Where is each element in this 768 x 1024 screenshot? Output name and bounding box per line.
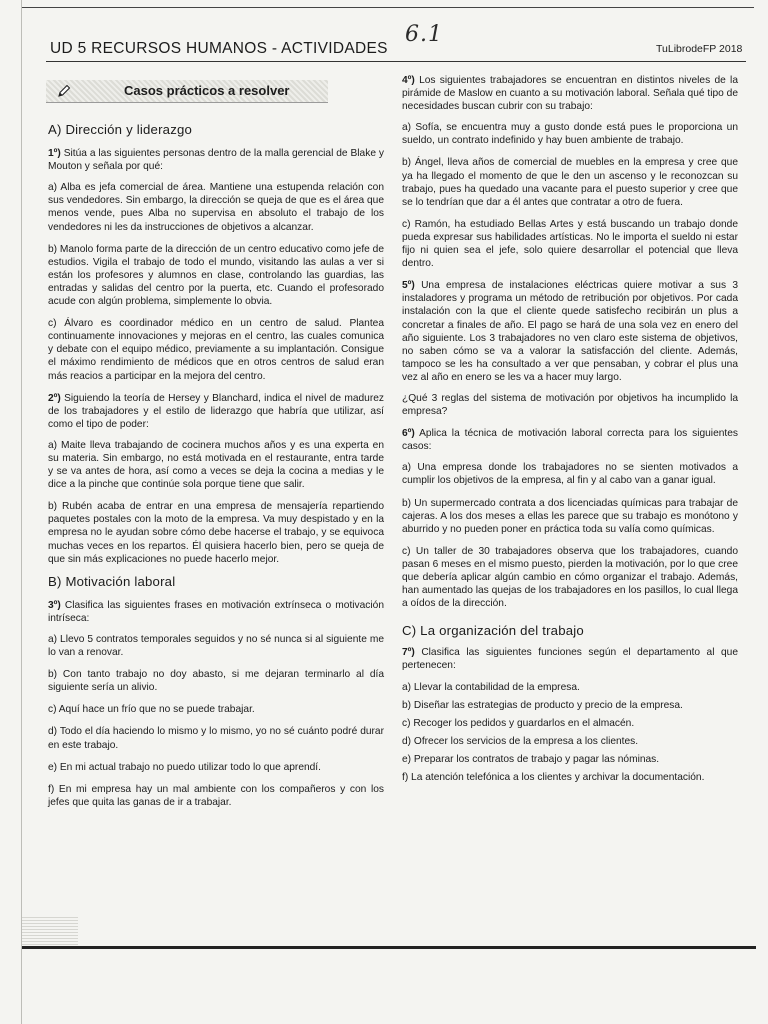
- question-7: [402, 646, 738, 672]
- question-text: Sitúa a las siguientes personas dentro de la malla gerencial de Blake y Mouton y señala por qué:: [48, 148, 384, 173]
- section-banner: [46, 80, 328, 103]
- question-text: Clasifica las siguientes funciones según el departamento al que pertenecen:: [402, 647, 738, 672]
- top-divider: [22, 7, 754, 8]
- question-2-item-b: b) Rubén acaba de entrar en una empresa de mensajería repartiendo paquetes postales con la moto de la empresa. Va muy despistado y en la empresa no le ayudan sobre cómo debe hacerse el trabajo, y se equivoca muchas veces en los repartos. Él quisiera hacerlo bien, pero se queja de que sin más explicaciones no puede hacerlo mejor.: [48, 501, 384, 565]
- question-text: Los siguientes trabajadores se encuentran en distintos niveles de la pirámide de Maslow en cuanto a su motivación laboral. Señala qué tipo de necesidades buscan cubrir con su trabajo:: [402, 75, 738, 113]
- scan-edge: [21, 0, 22, 1024]
- section-heading-a: A) Dirección y liderazgo: [48, 122, 193, 137]
- pencil-icon: [56, 83, 72, 102]
- question-5: [402, 279, 738, 384]
- question-text: Aplica la técnica de motivación laboral correcta para los siguientes casos:: [402, 428, 738, 453]
- question-1-item-a: a) Alba es jefa comercial de área. Mantiene una estupenda relación con sus vendedores. Sin embargo, la dirección se queja de que es el área que menos vende, pues Alba no supervisa en absoluto el trabajo de los vendedores ni les da instrucciones de objetivos a alcanzar.: [48, 182, 384, 233]
- question-number: 2º): [48, 392, 61, 404]
- question-6-item-a: a) Una empresa donde los trabajadores no se sienten motivados a cumplir los objetivos de la empresa, al fin y al cabo van a ganar igual.: [402, 462, 738, 487]
- question-text: Siguiendo la teoría de Hersey y Blanchard, indica el nivel de madurez de los trabajadores y el estilo de liderazgo que habría que utilizar, así como el tipo de poder:: [48, 392, 384, 430]
- left-column: [48, 120, 384, 818]
- question-number: 3º): [48, 599, 61, 611]
- question-1: [48, 147, 384, 173]
- question-7-item-f: f) La atención telefónica a los clientes y archivar la documentación.: [402, 772, 705, 784]
- question-4-item-a: a) Sofía, se encuentra muy a gusto donde está pues le proporciona un sueldo, un contrato indefinido y hay buen ambiente de trabajo.: [402, 122, 738, 147]
- question-3-item-f: f) En mi empresa hay un mal ambiente con los compañeros y con los jefes que quita las ganas de ir a trabajar.: [48, 783, 384, 808]
- question-3-item-d: d) Todo el día haciendo lo mismo y lo mismo, yo no sé cuánto podré durar en este trabajo.: [48, 726, 384, 751]
- question-7-item-c: c) Recoger los pedidos y guardarlos en el almacén.: [402, 717, 635, 729]
- question-number: 6º): [402, 428, 415, 440]
- question-3-item-a: a) Llevo 5 contratos temporales seguidos y no sé nunca si al siguiente me lo van a renovar.: [48, 634, 384, 659]
- section-heading-b: B) Motivación laboral: [48, 573, 176, 589]
- question-text: Clasifica las siguientes frases en motivación extrínseca o motivación intríseca:: [48, 599, 384, 624]
- scan-artifact: [22, 915, 78, 945]
- question-4-item-b: b) Ángel, lleva años de comercial de muebles en la empresa y cree que ya ha llegado el momento de que le den un ascenso y le reconozcan su trabajo, pues ha quedado una vacante para el puesto superior y cree que se lo tendrían que dar a él antes que contratar a otro de fuera.: [402, 157, 738, 208]
- question-6-item-c: c) Un taller de 30 trabajadores observa que los trabajadores, cuando pasan 6 meses en el mismo puesto, pierden la motivación, por lo que cree que debería aplicar algún cambio en cómo organizar el trabajo. Además, han aumentado las quejas de los trabajadores en los pasillos, lo cual llega a oídos de la dirección.: [402, 545, 738, 610]
- question-2: [48, 392, 384, 431]
- question-number: 7º): [402, 647, 415, 659]
- right-column: [402, 74, 738, 789]
- question-2-item-a: a) Maite lleva trabajando de cocinera muchos años y es una experta en su materia. Sin embargo, no está motivada en el restaurante, entra tarde y se va antes de hora, así como a veces se deja la cocina a medias y le dice a la pinche que continúe sola porque tiene que salir.: [48, 439, 384, 491]
- question-3-item-b: b) Con tanto trabajo no doy abasto, si me dejaran terminarlo al día siguiente sería un alivio.: [48, 669, 384, 694]
- question-4-item-c: c) Ramón, ha estudiado Bellas Artes y está buscando un trabajo donde pueda expresar sus habilidades artísticas. No le importa el sueldo ni estar fijo ni quien sea el jefe, solo quiere desarrollar el potencial que lleva dentro.: [402, 218, 738, 270]
- question-number: 5º): [402, 280, 415, 292]
- section-heading-c: C) La organización del trabajo: [402, 623, 584, 639]
- handwritten-page-mark: 6.1: [405, 22, 443, 47]
- brand-label: TuLibrodeFP 2018: [656, 43, 743, 55]
- header-underline: [46, 61, 746, 62]
- question-7-item-d: d) Ofrecer los servicios de la empresa a los clientes.: [402, 735, 639, 747]
- banner-label: Casos prácticos a resolver: [124, 83, 290, 98]
- question-number: 1º): [48, 148, 61, 160]
- question-3-item-e: e) En mi actual trabajo no puedo utilizar todo lo que aprendí.: [48, 761, 321, 773]
- page-title: UD 5 RECURSOS HUMANOS - ACTIVIDADES: [50, 40, 388, 57]
- question-4: [402, 74, 738, 113]
- question-7-item-a: a) Llevar la contabilidad de la empresa.: [402, 681, 580, 693]
- bottom-divider: [22, 946, 756, 949]
- question-3-item-c: c) Aquí hace un frío que no se puede trabajar.: [48, 704, 255, 716]
- question-number: 4º): [402, 75, 415, 86]
- question-1-item-c: c) Álvaro es coordinador médico en un centro de salud. Plantea continuamente innovaciones y mejoras en el centro, las cuales comunica y debate con el equipo médico, previamente a su implantación. Consigue el máximo rendimiento de médicos que en otros centros de salud eran más reacios a participar en la mejora del centro.: [48, 318, 384, 382]
- question-7-item-b: b) Diseñar las estrategias de producto y precio de la empresa.: [402, 699, 683, 711]
- question-7-item-e: e) Preparar los contratos de trabajo y pagar las nóminas.: [402, 753, 660, 765]
- question-1-item-b: b) Manolo forma parte de la dirección de un centro educativo como jefe de estudios. Vigila el trabajo de todo el mundo, visitando las aulas a ver si están los profesores y alumnos en clase, controlando las guardias, las entradas y salidas del centro por la puerta, etc. Cuando el profesorado acude con algún problema, simplemente lo obvia.: [48, 243, 384, 308]
- question-6-item-b: b) Un supermercado contrata a dos licenciadas químicas para trabajar de cajeras. A los dos meses a ellas les parece que su trabajo es monótono y aburrido y no pueden poner en práctica toda su valía como químicas.: [402, 497, 738, 535]
- question-text: Una empresa de instalaciones eléctricas quiere motivar a sus 3 instaladores y programa un método de retribución por objetivos. Por cada instalación con la que el cliente quede satisfecho recibirán un plus a concretar a finales de año. El pago se hará de una sola vez en enero del año siguiente. Los 3 trabajadores no ven claro este sistema de objetivos, no saben cómo se va a valorar la satisfacción del cliente. Además, tampoco se les ha consultado a ver que pensaban, y cobrar el plus una vez al año en enero se les va a hacer muy largo.: [402, 280, 738, 383]
- question-3: [48, 599, 384, 625]
- question-6: [402, 427, 738, 453]
- question-5-prompt: ¿Qué 3 reglas del sistema de motivación por objetivos ha incumplido la empresa?: [402, 392, 738, 418]
